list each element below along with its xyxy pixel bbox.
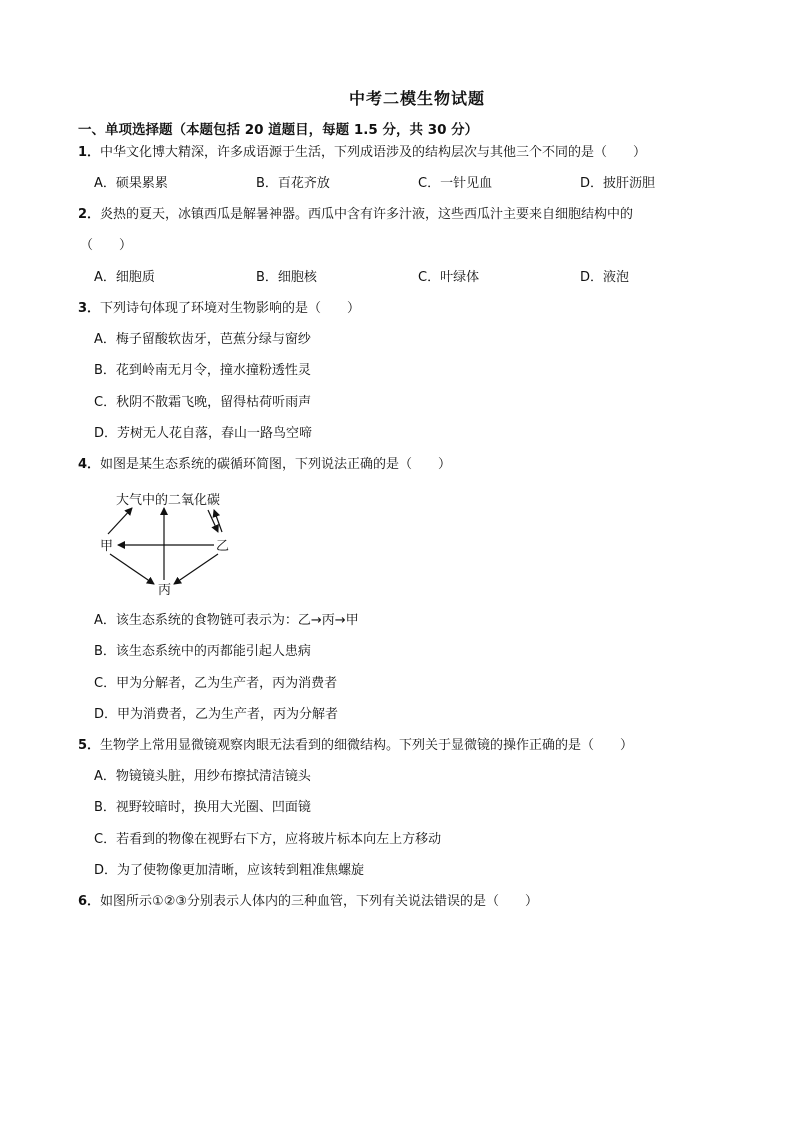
arrow-jia-to-co2 — [108, 508, 132, 534]
page-title: 中考二模生物试题 — [348, 89, 485, 108]
option-a: A．硕果累累 — [94, 176, 168, 191]
option-b: B．细胞核 — [256, 270, 317, 285]
question-number: 2． — [78, 207, 101, 222]
option-a: A．细胞质 — [94, 270, 155, 285]
option-d: D．芳树无人花自落，春山一路鸟空啼 — [94, 426, 313, 441]
option-b: B．视野较暗时，换用大光圈、凹面镜 — [94, 800, 311, 815]
arrow-co2-to-yi — [208, 510, 218, 532]
question-4 — [78, 456, 451, 474]
question-text: 炎热的夏天，冰镇西瓜是解暑神器。西瓜中含有许多汁液，这些西瓜汁主要来自细胞结构中的 — [100, 207, 634, 222]
option-d: D．披肝沥胆 — [580, 176, 656, 191]
carbon-cycle-diagram — [96, 486, 246, 598]
question-2 — [78, 206, 633, 224]
arrow-yi-to-bing — [174, 554, 218, 584]
question-number: 6． — [78, 894, 101, 909]
question-text: 生物学上常用显微镜观察肉眼无法看到的细微结构。下列关于显微镜的操作正确的是（ ） — [100, 738, 634, 753]
question-2-blank: （ ） — [80, 238, 133, 253]
option-a: A．该生态系统的食物链可表示为：乙→丙→甲 — [94, 613, 359, 628]
option-d: D．液泡 — [580, 270, 630, 285]
question-3 — [78, 300, 360, 318]
option-a: A．梅子留酸软齿牙，芭蕉分绿与窗纱 — [94, 332, 311, 347]
question-number: 4． — [78, 457, 101, 472]
option-b: B．百花齐放 — [256, 176, 330, 191]
option-c: C．一针见血 — [418, 176, 493, 191]
option-b: B．花到岭南无月令，撞水撞粉透性灵 — [94, 363, 311, 378]
node-yi: 乙 — [216, 539, 230, 554]
option-c: C．叶绿体 — [418, 270, 480, 285]
question-6 — [78, 893, 538, 911]
arrow-jia-to-bing — [110, 554, 154, 584]
node-bing: 丙 — [158, 583, 172, 598]
question-number: 1． — [78, 145, 101, 160]
node-jia: 甲 — [100, 539, 114, 554]
option-a: A．物镜镜头脏，用纱布擦拭清洁镜头 — [94, 769, 311, 784]
option-c: C．秋阴不散霜飞晚，留得枯荷听雨声 — [94, 395, 312, 410]
question-1 — [78, 144, 646, 162]
option-c: C．若看到的物像在视野右下方，应将玻片标本向左上方移动 — [94, 832, 442, 847]
option-c: C．甲为分解者，乙为生产者，丙为消费者 — [94, 676, 338, 691]
option-d: D．为了使物像更加清晰，应该转到粗准焦螺旋 — [94, 863, 365, 878]
question-5 — [78, 737, 633, 755]
arrow-yi-to-co2 — [214, 510, 222, 532]
question-text: 如图是某生态系统的碳循环简图，下列说法正确的是（ ） — [100, 457, 452, 472]
question-text: 下列诗句体现了环境对生物影响的是（ ） — [100, 301, 361, 316]
question-number: 3． — [78, 301, 101, 316]
section-heading: 一、单项选择题（本题包括 20 道题目，每题 1.5 分，共 30 分） — [78, 122, 479, 138]
option-d: D．甲为消费者，乙为生产者，丙为分解者 — [94, 707, 339, 722]
option-b: B．该生态系统中的丙都能引起人患病 — [94, 644, 311, 659]
question-text: 如图所示①②③分别表示人体内的三种血管，下列有关说法错误的是（ ） — [100, 894, 539, 909]
question-number: 5． — [78, 738, 101, 753]
node-atmosphere-co2: 大气中的二氧化碳 — [116, 493, 221, 508]
question-text: 中华文化博大精深，许多成语源于生活，下列成语涉及的结构层次与其他三个不同的是（ ） — [100, 145, 647, 160]
